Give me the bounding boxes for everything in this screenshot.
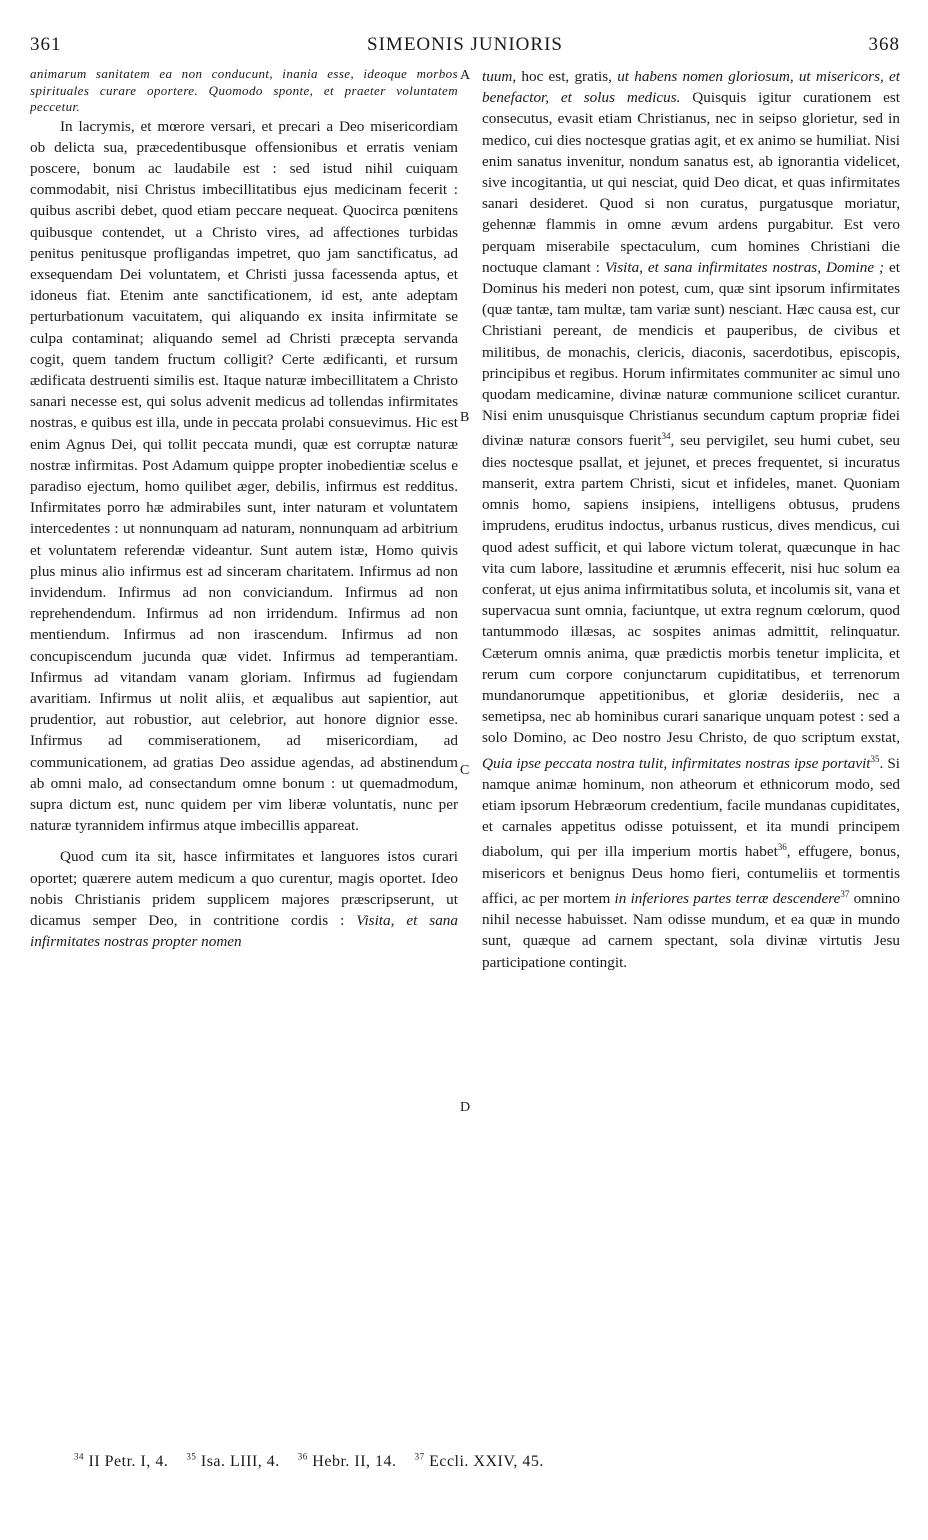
paragraph [482,66,900,973]
quotation: ut habens nomen gloriosum, ut misericors, et benefactor, et solus medicus. [482,68,900,107]
footnote-citation: Hebr. II, 14. [312,1453,397,1471]
footnote-number: 34 [74,1452,84,1462]
footnotes [74,1452,900,1471]
footnote-number: 37 [414,1452,425,1462]
quotation: in inferiores partes terræ descendere [610,889,841,907]
paragraph-text: omnino nihil necesse habuisset. Nam odisse mundum, et ea quæ in mundo sunt, quæque ad carnem spectant, sola divinæ virtutis Jesu participatione contingit. [482,889,900,971]
quotation: Quia ipse peccata nostra tulit, infirmitates nostras ipse portavit [482,754,871,772]
margin-letter-b: B [460,410,470,425]
footnote [415,1453,544,1470]
footnote [74,1453,168,1470]
paragraph-text: et Dominus his mederi non potest, cum, quæ sint ipsorum infirmitates (quæ tantæ, tam multæ, tam variæ sunt) nesciant. Hæc causa est, cur Christiani pereant, de mendicis et pauperibus, de civibus et militibus, de monachis, clericis, diaconis, sacerdotibus, episcopis, principibus et regibus. Horum infirmitates communiter ac simul uno quodam medicamine, divinæ naturæ communione scilicet curantur. Nisi enim unusquisque Christianus secundum captum propriæ fidei divinæ naturæ consors fuerit [482,258,900,450]
footnote-ref: 37 [840,888,850,899]
margin-letter-c: C [460,763,470,778]
margin-letter-d: D [460,1100,471,1115]
paragraph [30,846,458,952]
quotation: Visita, et sana infirmitates nostras propter nomen [30,912,458,951]
paragraph-text: , effugere, bonus, misericors et benignus Deus homo fieri, contumeliis et tormentis affici, ac per mortem [482,843,901,907]
footnote-citation: Eccli. XXIV, 45. [429,1453,544,1471]
running-title: SIMEONIS JUNIORIS [367,34,563,55]
quotation: Visita, et sana infirmitates nostras, Domine ; [599,258,885,276]
paragraph-text: , seu pervigilet, seu humi cubet, seu dies noctesque psallat, et jejunet, et preces frequentet, si incuratus manserit, extra partem Christi, sicut et infideles, manet. Quoniam omnis homo, sapiens insipiens, intelligens obtusus, prudens imprudens, eruditus indoctus, urbanus rusticus, dives mendicus, cui quod adest sufficit, et qui labore victum tolerat, quæcunque in hac vita cum labore, lassitudine et ærumnis effecerit, nisi huc solum ea conferat, ut ejus anima infirmitatibus soluta, et incolumis sit, vana et supervacua sunt omnia, faciuntque, ut extra regnum cœlorum, quod tantummodo illæsas, ac sospites animas admittit, relinquatur. Cæterum omnis anima, quæ prædictis morbis tenetur implicita, et rerum cum corpore conjunctarum cupiditatibus, et terrenorum mundanorumque appetitionibus, et gloriæ desideriis, nec a semetipsa, nec ab hominibus curari sanarique unquam potest : sed a solo Domino, ac Deo nostro Jesu Christo, de quo scriptum exstat, [482,432,901,747]
footnote-ref: 35 [870,753,880,764]
footnote [186,1453,279,1470]
paragraph-text: . Si namque animæ hominum, non atheorum et ethnicorum modo, sed etiam ipsorum Hebræorum credentium, facile mundanas cupiditates, et carnales appetitus odisse potuissent, et ita mundi principem diabolum, qui per illa imperium mortis habet [482,754,900,861]
running-header [30,34,900,60]
footnote-citation: II Petr. I, 4. [88,1453,169,1471]
right-column [482,66,900,973]
footnote-ref: 36 [777,842,787,853]
chapter-summary: animarum sanitatem ea non conducunt, inania esse, ideoque morbos spirituales curare oportere. Quomodo sponte, et praeter voluntatem peccetur. [30,66,458,114]
paragraph: In lacrymis, et mœrore versari, et precari a Deo misericordiam ob delicta sua, præcedentibusque offensionibus et erratis veniam poscere, bonum ac laudabile est : sed istud nihil cuiquam commodabit, nisi Christus imbecillitatibus ejus medicinam fecerit : quibus ascribi debet, quod etiam peccare nequeat. Quocirca pœnitens quibusque contendet, ut a Christo vires, ad affectiones turbidas penitus penitusque profligandas impetret, quo jam sanctificatus, ad exsequendam Dei voluntatem, et Christi jussa facessenda aptus, et idoneus fiat. Etenim ante sanctificationem, id est, ante adeptam perturbationum vacuitatem, qui aliquando ex insita infirmitate se culpa contaminat; aliquando semel ad Christi præcepta servanda cogit, quem tandem fructum colligit? Certe ædificanti, et rursum ædificata destruenti similis est. Itaque naturæ imbecillitatem a Christo sanari necesse est, qui solus advenit medicus ad tollendas infirmitates nostras, e quibus est illa, unde in peccata prolabi consuevimus. Hic est enim Agnus Dei, qui tollit peccata mundi, quæ est corruptæ naturæ nostræ infirmitas. Post Adamum quippe propter inobedientiæ scelus e paradiso ejectum, homo quilibet æger, debilis, infirmus est redditus. Infirmitates porro hæ admirabiles sunt, inter naturam et voluntatem intercedentes : ut nonnunquam ad naturam, nonnunquam ad arbitrium et voluntatem referendæ videantur. Sunt autem istæ, Homo quivis plus minus alio infirmus est ad sinceram charitatem. Infirmus ad non invidendum. Infirmus ad non conviciandum. Infirmus ad non reprehendendum. Infirmus ad non irridendum. Infirmus ad non mentiendum. Infirmus ad non irascendum. Infirmus ad non concupiscendum jucunda quæ videt. Infirmus ad temperantiam. Infirmus ad vitandam vanam gloriam. Infirmus ad fugiendam avaritiam. Infirmus ut nolit aliis, et æqualibus aut sapientior, aut prudentior, aut robustior, aut celebrior, aut honore dignior esse. Infirmus ad commiserationem, ad misericordiam, ad communicationem, ad gratias Deo assidue agendas, ad abstinendum ab omni malo, ad consectandum omne bonum : ut quemadmodum, supra dictum est, nunc quidem per vim liberæ voluntatis, nunc per naturæ tyrannidem infirmus atque imbecillis appareat. [30,117,458,835]
paragraph-text: Quisquis igitur curationem est consecutus, evasit etiam Christianus, nec in seipso glorietur, sed in medico, cui dies noctesque gratias agit, et ex animo se humiliat. Nisi enim sanatus invenitur, nondum sanatus est, ab ignorantia videlicet, sive incogitantia, ut qui nesciat, quid Deo dicat, et quas infirmitates sanari desideret. Quod si non curatus, purgatusque moriatur, gehennæ flammis in omne ævum ardens purgabitur. Est vero perquam miserabile spectaculum, cum homines Christiani die noctuque clamant : [482,89,900,276]
page-number-right: 368 [868,34,900,55]
footnote [298,1453,397,1470]
footnote-citation: Isa. LIII, 4. [200,1453,280,1471]
margin-letter-a: A [460,68,471,83]
footnote-ref: 34 [661,431,671,442]
quotation: tuum, [482,68,517,85]
left-column [30,66,458,952]
page-number-left: 361 [30,34,62,55]
footnote-number: 36 [297,1452,308,1462]
footnote-number: 35 [186,1452,197,1462]
paragraph-text: hoc est, gratis, [516,68,612,85]
paragraph-text: Quod cum ita sit, hasce infirmitates et languores istos curari oportet; quærere autem medicum a quo curentur, magis oportet. Ideo nobis Christianis pridem supplicem majores præscripserunt, ut dicamus semper Deo, in contritione cordis : [30,848,458,930]
